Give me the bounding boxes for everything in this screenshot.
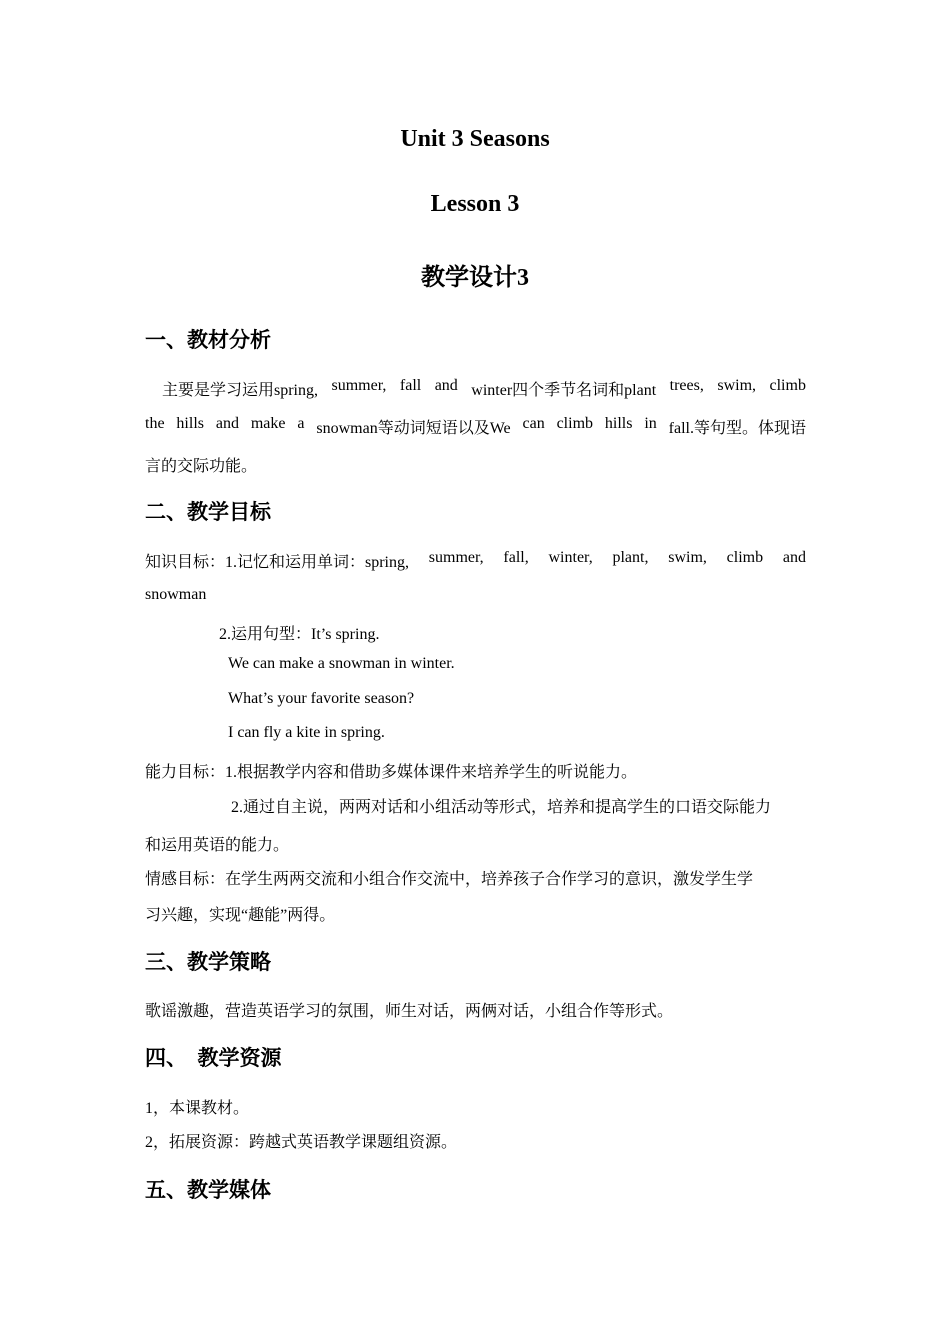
word: swim,	[668, 549, 707, 566]
word: plant,	[612, 549, 649, 566]
design-title: 教学设计3	[421, 265, 529, 291]
sentence-pattern-3: What’s your favorite season?	[228, 690, 415, 707]
materials-paragraph-line-2	[145, 415, 806, 438]
word: fall.等句型。体现语	[668, 420, 806, 437]
word: snowman等动词短语以及We	[316, 420, 511, 437]
word: 知识目标：1.记忆和运用单词：spring,	[145, 554, 410, 571]
materials-paragraph-line-1	[162, 377, 806, 400]
emotion-objective-line-1: 情感目标：在学生两两交流和小组合作交流中，培养孩子合作学习的意识，激发学生学	[145, 871, 754, 888]
word: swim,	[717, 377, 757, 394]
sentence-pattern-label: 2.运用句型：It’s spring.	[219, 626, 380, 643]
word: hills	[176, 415, 204, 432]
word: hills	[604, 415, 633, 432]
word: a	[297, 415, 305, 432]
word: in	[644, 415, 657, 432]
section-heading-objectives: 二、教学目标	[145, 500, 271, 524]
resource-item-1: 1，本课教材。	[145, 1100, 250, 1117]
word: winter四个季节名词和plant	[471, 382, 657, 399]
section-heading-materials: 一、教材分析	[145, 328, 271, 352]
word: summer,	[331, 377, 387, 394]
ability-objective-2-continued: 和运用英语的能力。	[145, 837, 290, 854]
section-heading-resources: 四、 教学资源	[145, 1046, 282, 1070]
word: climb	[769, 377, 806, 394]
word: climb	[556, 415, 594, 432]
emotion-objective-line-2: 习兴趣，实现“趣能”两得。	[145, 907, 336, 924]
word: and	[782, 549, 806, 566]
knowledge-objective-line-1	[145, 549, 806, 572]
resource-item-2: 2，拓展资源：跨越式英语教学课题组资源。	[145, 1134, 458, 1151]
sentence-pattern-4: I can fly a kite in spring.	[228, 724, 385, 741]
knowledge-objective-line-2: snowman	[145, 586, 207, 603]
word: trees,	[669, 377, 704, 394]
word: and	[434, 377, 458, 394]
section-heading-strategy: 三、教学策略	[145, 950, 271, 974]
word: can	[522, 415, 545, 432]
sentence-pattern-2: We can make a snowman in winter.	[228, 655, 455, 672]
word: fall	[399, 377, 422, 394]
word: fall,	[503, 549, 529, 566]
word: climb	[726, 549, 764, 566]
word: and	[215, 415, 239, 432]
word: 主要是学习运用spring,	[162, 382, 319, 399]
unit-title: Unit 3 Seasons	[400, 126, 550, 152]
word: the	[145, 415, 165, 432]
ability-objective-2: 2.通过自主说，两两对话和小组活动等形式，培养和提高学生的口语交际能力	[231, 799, 772, 816]
section-heading-media: 五、教学媒体	[145, 1178, 271, 1202]
word: winter,	[548, 549, 593, 566]
strategy-text: 歌谣激趣，营造英语学习的氛围，师生对话，两俩对话，小组合作等形式。	[145, 1003, 674, 1020]
word: make	[250, 415, 286, 432]
lesson-title: Lesson 3	[430, 191, 520, 217]
materials-paragraph-line-3: 言的交际功能。	[145, 458, 258, 475]
word: summer,	[428, 549, 484, 566]
ability-objective-1: 能力目标：1.根据教学内容和借助多媒体课件来培养学生的听说能力。	[145, 764, 638, 781]
